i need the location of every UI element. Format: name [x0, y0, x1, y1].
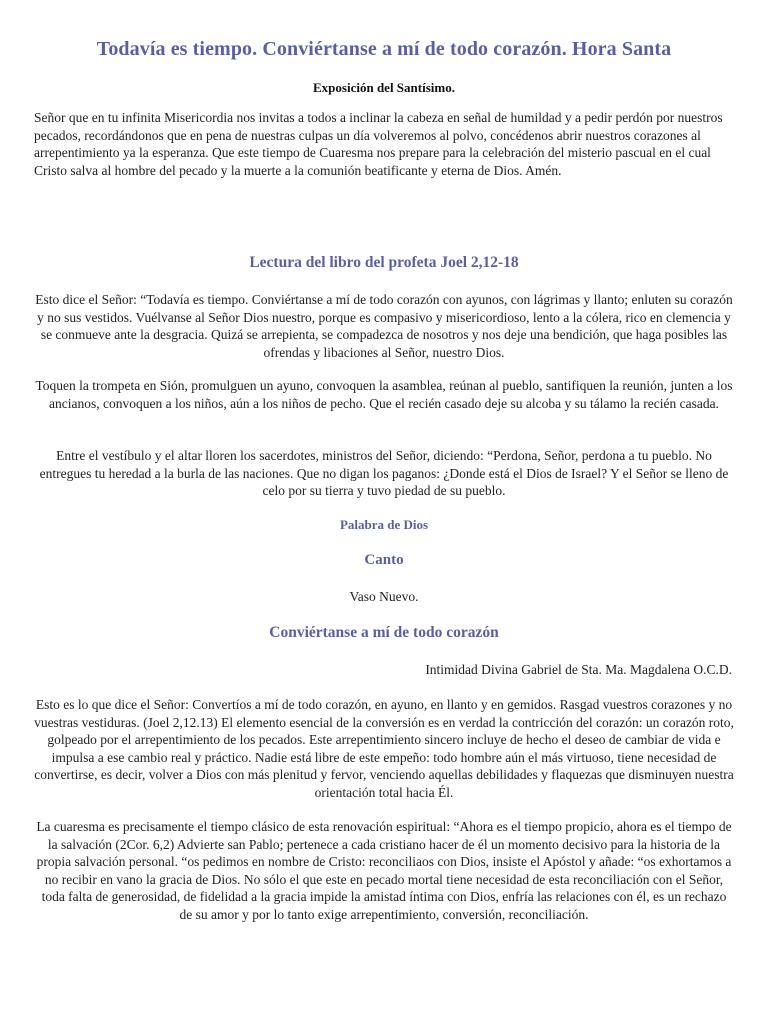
canto-heading: Canto	[364, 552, 404, 568]
reading-paragraph-3: Entre el vestíbulo y el altar lloren los sacerdotes, ministros del Señor, diciendo: “Perdona, Señor, perdona a tu pueblo. No entregues tu heredad a la burla de las naciones. Que no digan los paganos: ¿Donde está el Dios de Israel? Y el Señor se lleno de celo por su tierra y tuvo piedad de su pueblo.	[39, 448, 729, 499]
reading-paragraph-1: Esto dice el Señor: “Todavía es tiempo. Conviértanse a mí de todo corazón con ayunos, con lágrimas y llanto; enluten su corazón y no sus vestidos. Vuélvanse al Señor Dios nuestro, porque es compasivo y misericordioso, lento a la cólera, rico en clemencia y se conmueve ante la desgracia. Quizá se arrepienta, se compadezca de nosotros y nos deje una bendición, que haga posibles las ofrendas y libaciones al Señor, nuestro Dios.	[35, 292, 733, 360]
song-title: Vaso Nuevo.	[349, 589, 419, 604]
page-title: Todavía es tiempo. Conviértanse a mí de todo corazón. Hora Santa	[96, 38, 672, 60]
palabra-de-dios: Palabra de Dios	[339, 517, 429, 532]
attribution: Intimidad Divina Gabriel de Sta. Ma. Magdalena O.C.D.	[425, 662, 732, 677]
meditation-paragraph-1: Esto es lo que dice el Señor: Convertíos a mí de todo corazón, en ayuno, en llanto y en gemidos. Rasgad vuestros corazones y no vuestras vestiduras. (Joel 2,12.13) El elemento esencial de la conversión es en verdad la contricción del corazón: un corazón roto, golpeado por el arrepentimiento de los pecados. Este arrepentimiento sincero incluye de hecho el deseo de cambiar de vida e impulsa a ese cambio real y práctico. Nadie está libre de este empeño: todo hombre aún el más virtuoso, tiene necesidad de convertirse, es decir, volver a Dios con más plenitud y fervor, venciendo aquellas debilidades y flaquezas que disminuyen nuestra orientación total hacia Él.	[34, 697, 734, 800]
meditation-heading: Conviértanse a mí de todo corazón	[269, 624, 499, 641]
reading-paragraph-2: Toquen la trompeta en Sión, promulguen un ayuno, convoquen la asamblea, reúnan al pueblo, santifiquen la reunión, junten a los ancianos, convoquen a los niños, aún a los niños de pecho. Que el recién casado deje su alcoba y su tálamo la recién casada.	[35, 378, 733, 411]
intro-prayer: Señor que en tu infinita Misericordia nos invitas a todos a inclinar la cabeza en señal de humildad y a pedir perdón por nuestros pecados, recordándonos que en pena de nuestras culpas un día volveremos al polvo, concédenos abrir nuestros corazones al arrepentimiento ya la esperanza. Que este tiempo de Cuaresma nos prepare para la celebración del misterio pascual en el cual Cristo salva al hombre del pecado y la muerte a la comunión beatificante y eterna de Dios. Amén.	[34, 110, 723, 178]
meditation-paragraph-2: La cuaresma es precisamente el tiempo clásico de esta renovación espiritual: “Ahora es el tiempo propicio, ahora es el tiempo de la salvación (2Cor. 6,2) Advierte san Pablo; pertenece a cada cristiano hacer de él un momento decisivo para la historia de la propia salvación personal. “os pedimos en nombre de Cristo: reconciliaos con Dios, insiste el Apóstol y añade: “os exhortamos a no recibir en vano la gracia de Dios. No sólo el que este en pecado mortal tiene necesidad de esta reconciliación con el Señor, toda falta de generosidad, de fidelidad a la gracia impide la amistad íntima con Dios, enfría las relaciones con él, es un rechazo de su amor y por lo tanto exige arrepentimiento, conversión, reconciliación.	[36, 819, 732, 922]
reading-heading: Lectura del libro del profeta Joel 2,12-18	[249, 254, 519, 271]
exposicion-heading: Exposición del Santísimo.	[313, 80, 455, 95]
